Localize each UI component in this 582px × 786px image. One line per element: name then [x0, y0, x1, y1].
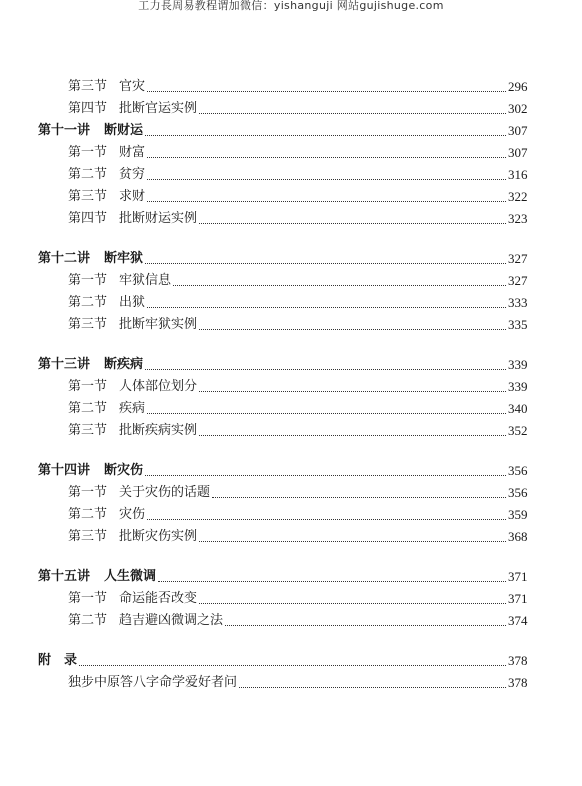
toc-entry-number: 第三节 [68, 529, 108, 544]
toc-page-number: 333 [508, 295, 528, 310]
toc-entry-title: 灾伤 [119, 507, 146, 522]
toc-page-number: 307 [508, 145, 528, 160]
toc-entry-number: 第三节 [68, 79, 108, 94]
toc-dot-leader [199, 603, 506, 604]
toc-section-row[interactable] [0, 314, 582, 336]
toc-section-row[interactable] [0, 142, 582, 164]
toc-lecture-row[interactable] [0, 650, 582, 672]
toc-dot-leader [147, 413, 506, 414]
toc-dot-leader [147, 91, 506, 92]
toc-dot-leader [147, 307, 506, 308]
toc-entry-label [68, 186, 145, 208]
page-header-watermark: 工力長周易教程谓加微信：yishanguji 网站gujishuge.com [138, 0, 444, 12]
toc-entry-title: 批断官运实例 [119, 101, 198, 116]
toc-entry-number: 第十四讲 [38, 463, 91, 478]
toc-dot-leader [147, 201, 506, 202]
toc-group [0, 76, 582, 230]
toc-entry-title: 独步中原答八字命学爱好者问 [68, 675, 238, 690]
toc-entry-title: 批断疾病实例 [119, 423, 198, 438]
toc-entry-title: 命运能否改变 [119, 591, 198, 606]
toc-dot-leader [145, 135, 506, 136]
toc-entry-title: 趋吉避凶微调之法 [119, 613, 224, 628]
toc-lecture-row[interactable] [0, 566, 582, 588]
toc-entry-number: 第一节 [68, 379, 108, 394]
toc-entry-number: 第四节 [68, 101, 108, 116]
toc-dot-leader [199, 391, 506, 392]
toc-entry-label [68, 164, 145, 186]
toc-page-number: 371 [508, 591, 528, 606]
toc-page-number: 352 [508, 423, 528, 438]
toc-entry-title: 人体部位划分 [119, 379, 198, 394]
toc-entry-number: 附 录 [38, 653, 78, 668]
toc-entry-label [68, 376, 197, 398]
toc-entry-number: 第三节 [68, 317, 108, 332]
toc-entry-title: 断灾伤 [104, 463, 144, 478]
toc-entry-number: 第三节 [68, 423, 108, 438]
toc-entry-title: 牢狱信息 [119, 273, 172, 288]
toc-section-row[interactable] [0, 504, 582, 526]
toc-entry-title: 断财运 [104, 123, 144, 138]
toc-entry-number: 第一节 [68, 485, 108, 500]
toc-page-number: 335 [508, 317, 528, 332]
toc-entry-number: 第十二讲 [38, 251, 91, 266]
toc-entry-number: 第二节 [68, 401, 108, 416]
toc-entry-title: 批断牢狱实例 [119, 317, 198, 332]
toc-page-number: 356 [508, 485, 528, 500]
toc-entry-number: 第十一讲 [38, 123, 91, 138]
toc-dot-leader [199, 435, 506, 436]
toc-dot-leader [145, 475, 506, 476]
toc-section-row[interactable] [0, 76, 582, 98]
toc-page-number: 327 [508, 251, 528, 266]
toc-section-row[interactable] [0, 526, 582, 548]
toc-section-row[interactable] [0, 164, 582, 186]
toc-section-row[interactable] [0, 672, 582, 694]
toc-group [0, 354, 582, 442]
toc-page-number: 339 [508, 357, 528, 372]
toc-entry-label [68, 526, 197, 548]
toc-group [0, 248, 582, 336]
toc-entry-label [68, 98, 197, 120]
toc-page-number: 296 [508, 79, 528, 94]
toc-entry-title: 贫穷 [119, 167, 146, 182]
toc-page-number: 356 [508, 463, 528, 478]
toc-entry-number: 第十三讲 [38, 357, 91, 372]
toc-dot-leader [173, 285, 506, 286]
toc-section-row[interactable] [0, 376, 582, 398]
toc-group [0, 460, 582, 548]
toc-dot-leader [79, 665, 506, 666]
toc-section-row[interactable] [0, 292, 582, 314]
toc-dot-leader [239, 687, 506, 688]
toc-section-row[interactable] [0, 98, 582, 120]
toc-entry-label [68, 208, 197, 230]
table-of-contents [0, 76, 582, 694]
toc-entry-label [68, 314, 197, 336]
toc-dot-leader [199, 541, 506, 542]
toc-entry-label [38, 566, 156, 588]
toc-page-number: 371 [508, 569, 528, 584]
toc-entry-title: 批断财运实例 [119, 211, 198, 226]
toc-entry-number: 第二节 [68, 613, 108, 628]
toc-entry-number: 第三节 [68, 189, 108, 204]
toc-entry-label [68, 270, 171, 292]
toc-page-number: 368 [508, 529, 528, 544]
toc-page-number: 307 [508, 123, 528, 138]
toc-page-number: 302 [508, 101, 528, 116]
toc-entry-title: 断牢狱 [104, 251, 144, 266]
toc-entry-label [38, 248, 143, 270]
toc-page-number: 327 [508, 273, 528, 288]
toc-section-row[interactable] [0, 420, 582, 442]
toc-lecture-row[interactable] [0, 248, 582, 270]
toc-section-row[interactable] [0, 610, 582, 632]
toc-entry-label [68, 672, 237, 694]
toc-group [0, 566, 582, 632]
toc-dot-leader [147, 157, 506, 158]
toc-entry-number: 第二节 [68, 295, 108, 310]
toc-dot-leader [212, 497, 506, 498]
toc-entry-label [68, 76, 145, 98]
toc-entry-label [38, 354, 143, 376]
toc-entry-label [68, 420, 197, 442]
toc-dot-leader [147, 519, 506, 520]
toc-page-number: 316 [508, 167, 528, 182]
toc-entry-number: 第二节 [68, 507, 108, 522]
toc-entry-number: 第一节 [68, 145, 108, 160]
toc-entry-title: 官灾 [119, 79, 146, 94]
toc-entry-label [68, 142, 145, 164]
toc-entry-label [68, 398, 145, 420]
toc-page-number: 374 [508, 613, 528, 628]
toc-entry-title: 求财 [119, 189, 146, 204]
toc-page-number: 378 [508, 653, 528, 668]
toc-page-number: 359 [508, 507, 528, 522]
toc-dot-leader [158, 581, 506, 582]
toc-entry-label [68, 588, 197, 610]
toc-entry-number: 第一节 [68, 591, 108, 606]
toc-entry-title: 批断灾伤实例 [119, 529, 198, 544]
toc-entry-title: 出狱 [119, 295, 146, 310]
toc-entry-number: 第十五讲 [38, 569, 91, 584]
toc-page-number: 323 [508, 211, 528, 226]
toc-entry-label [68, 610, 223, 632]
toc-entry-label [68, 482, 210, 504]
toc-dot-leader [145, 369, 506, 370]
toc-entry-label [38, 650, 91, 672]
toc-entry-label [38, 460, 143, 482]
toc-entry-title: 人生微调 [104, 569, 157, 584]
toc-page-number: 340 [508, 401, 528, 416]
toc-dot-leader [199, 223, 506, 224]
toc-dot-leader [147, 179, 506, 180]
toc-entry-number: 第二节 [68, 167, 108, 182]
toc-entry-label [68, 504, 145, 526]
toc-entry-label [38, 120, 143, 142]
toc-section-row[interactable] [0, 270, 582, 292]
toc-entry-title: 财富 [119, 145, 146, 160]
toc-dot-leader [225, 625, 506, 626]
toc-entry-number: 第一节 [68, 273, 108, 288]
toc-lecture-row[interactable] [0, 354, 582, 376]
toc-section-row[interactable] [0, 588, 582, 610]
toc-entry-label [68, 292, 145, 314]
toc-section-row[interactable] [0, 482, 582, 504]
toc-lecture-row[interactable] [0, 120, 582, 142]
toc-group [0, 650, 582, 694]
toc-entry-title: 疾病 [119, 401, 146, 416]
toc-section-row[interactable] [0, 398, 582, 420]
toc-dot-leader [199, 329, 506, 330]
toc-dot-leader [145, 263, 506, 264]
toc-page-number: 339 [508, 379, 528, 394]
toc-page-number: 378 [508, 675, 528, 690]
toc-dot-leader [199, 113, 506, 114]
toc-section-row[interactable] [0, 186, 582, 208]
toc-entry-title: 关于灾伤的话题 [119, 485, 211, 500]
toc-entry-title: 断疾病 [104, 357, 144, 372]
toc-section-row[interactable] [0, 208, 582, 230]
toc-page-number: 322 [508, 189, 528, 204]
toc-lecture-row[interactable] [0, 460, 582, 482]
toc-entry-number: 第四节 [68, 211, 108, 226]
